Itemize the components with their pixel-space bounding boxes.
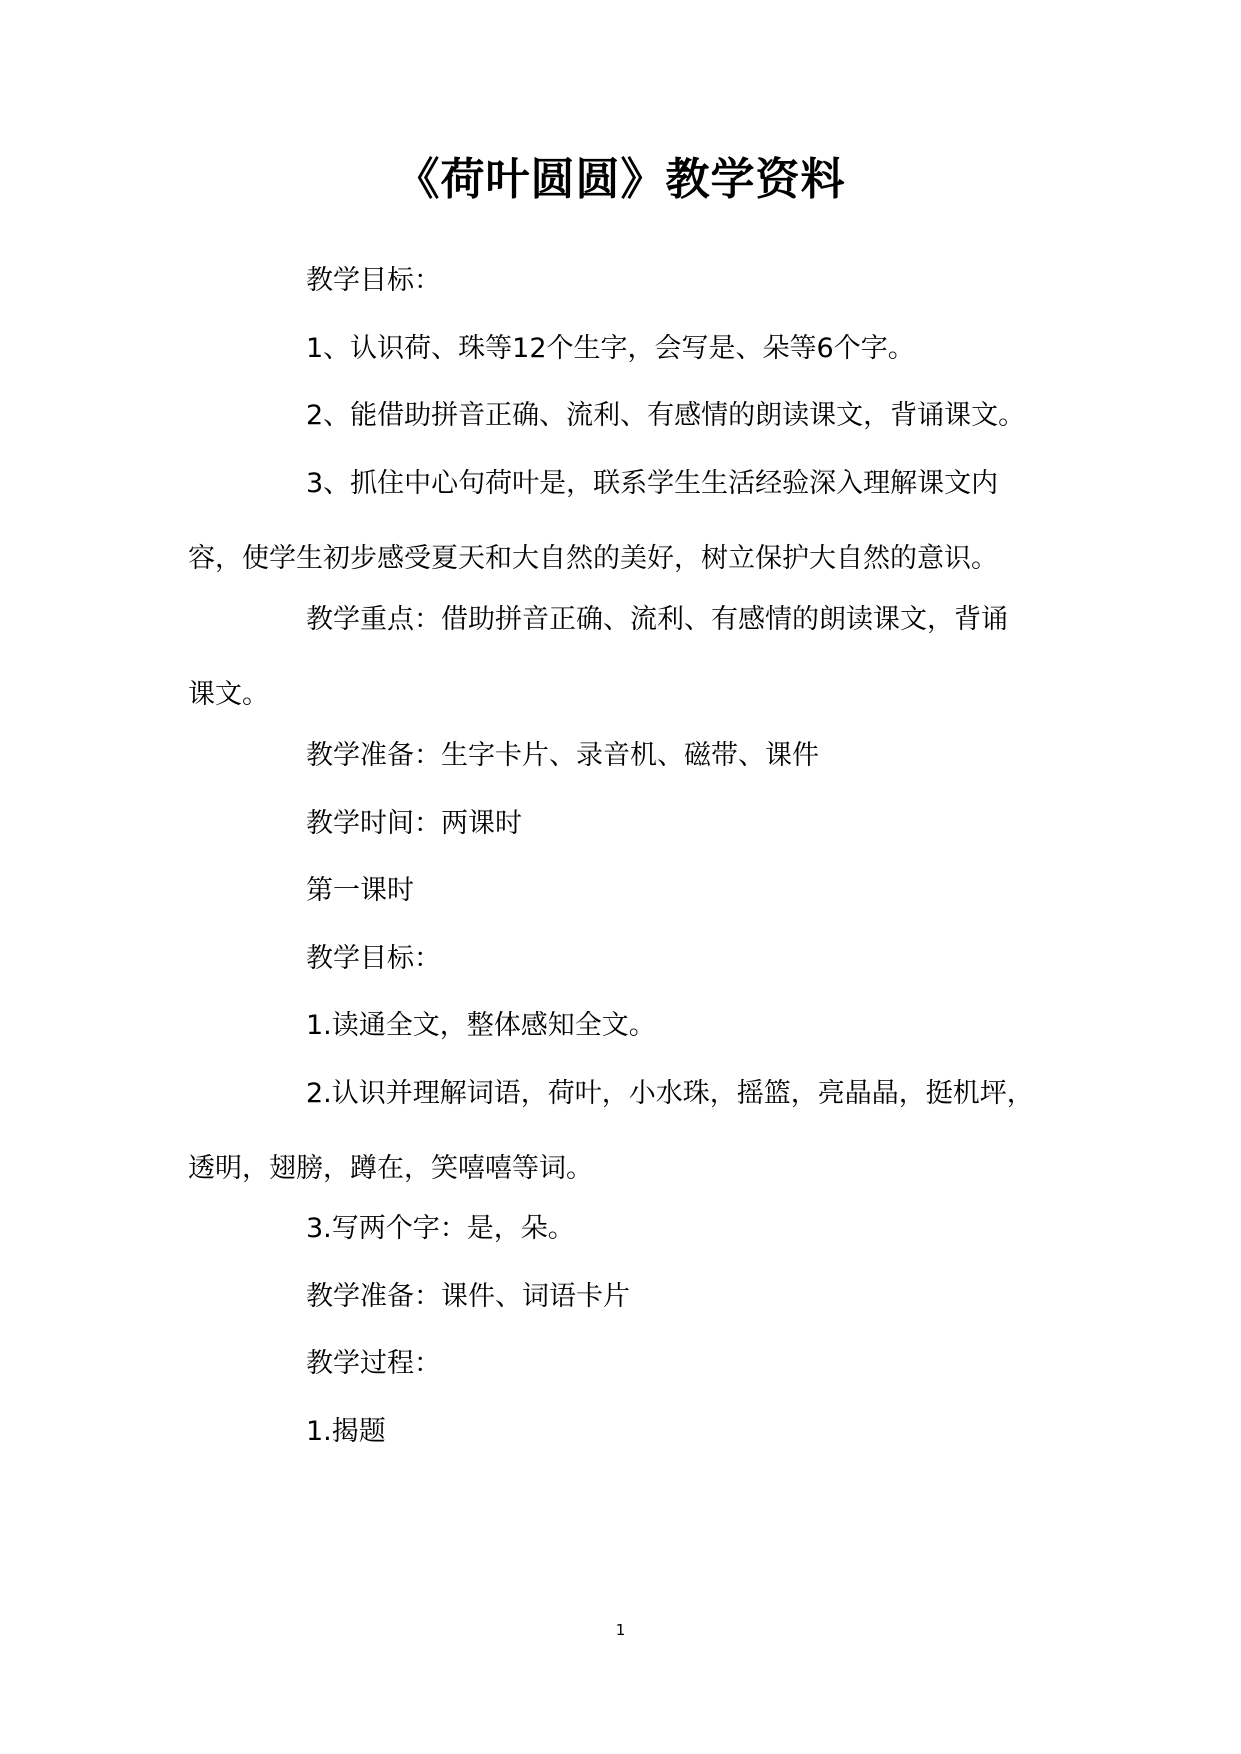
- paragraph-lesson-goal-1: [188, 988, 1068, 1063]
- paragraph-lesson-preparation: [188, 1259, 1068, 1334]
- paragraph-first-lesson: [188, 853, 1068, 928]
- paragraph-line: 容，使学生初步感受夏天和大自然的美好，树立保护大自然的意识。: [188, 543, 998, 574]
- paragraph-line: 1.揭题: [306, 1416, 386, 1447]
- paragraph-line: 3、抓住中心句荷叶是，联系学生生活经验深入理解课文内: [306, 468, 999, 499]
- paragraph-line: 第一课时: [306, 875, 414, 906]
- paragraph-goal-2: [188, 378, 1068, 453]
- paragraph-process-heading: [188, 1326, 1068, 1401]
- paragraph-line: 教学目标：: [306, 943, 441, 974]
- paragraph-line: 1、认识荷、珠等12个生字，会写是、朵等6个字。: [306, 333, 915, 364]
- paragraph-key-points: [188, 582, 1068, 732]
- paragraph-lesson-goal-2: [188, 1056, 1068, 1206]
- paragraph-line: 1.读通全文，整体感知全文。: [306, 1010, 656, 1041]
- paragraph-line: 教学过程：: [306, 1348, 441, 1379]
- paragraph-line: 课文。: [188, 679, 269, 710]
- paragraph-line: 2、能借助拼音正确、流利、有感情的朗读课文，背诵课文。: [306, 400, 1026, 431]
- paragraph-line: 教学目标：: [306, 265, 441, 296]
- paragraph-line: 3.写两个字：是，朵。: [306, 1213, 575, 1244]
- paragraph-lesson-goals-heading: [188, 921, 1068, 996]
- paragraph-lesson-goal-3: [188, 1191, 1068, 1266]
- paragraph-line: 教学准备：生字卡片、录音机、磁带、课件: [306, 740, 819, 771]
- paragraph-process-step-1: [188, 1394, 1068, 1469]
- paragraph-line: 教学准备：课件、词语卡片: [306, 1281, 630, 1312]
- paragraph-time: [188, 786, 1068, 861]
- paragraph-line: 教学重点：借助拼音正确、流利、有感情的朗读课文，背诵: [306, 604, 1008, 635]
- paragraph-goal-3: [188, 446, 1068, 596]
- page-number: 1: [615, 1621, 626, 1639]
- paragraph-teaching-goals-heading: [188, 243, 1068, 318]
- paragraph-preparation: [188, 718, 1068, 793]
- document-title: 《荷叶圆圆》教学资料: [395, 154, 846, 205]
- paragraph-line: 2.认识并理解词语，荷叶，小水珠，摇篮，亮晶晶，挺机坪，: [306, 1078, 1034, 1109]
- paragraph-line: 透明，翅膀，蹲在，笑嘻嘻等词。: [188, 1153, 593, 1184]
- paragraph-goal-1: [188, 311, 1068, 386]
- paragraph-line: 教学时间：两课时: [306, 808, 522, 839]
